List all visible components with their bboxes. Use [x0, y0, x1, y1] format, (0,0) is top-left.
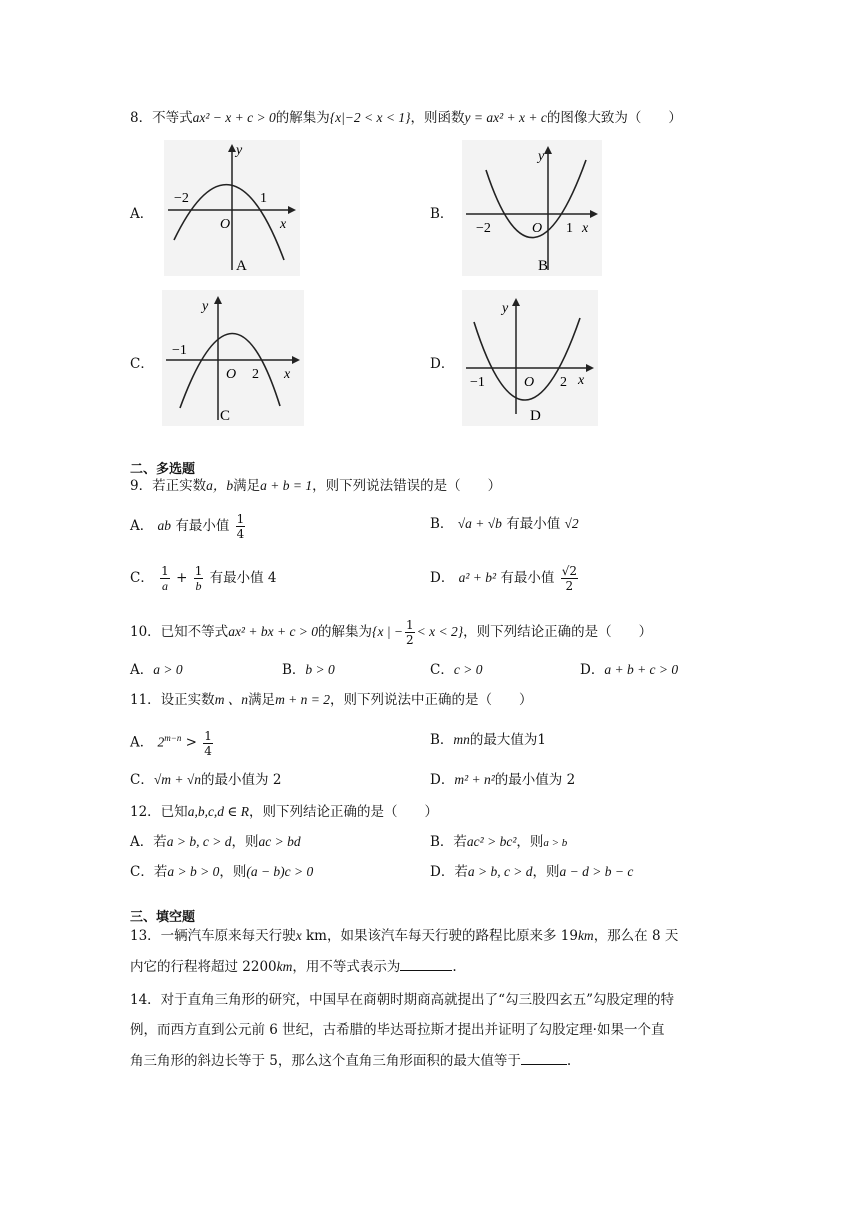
graph-a-x-label: x	[280, 217, 287, 232]
graph-a-y-label: y	[236, 143, 243, 158]
graph-c-tick-pos: 2	[252, 367, 259, 382]
q12-option-b[interactable]: B．若ac² > bc²，则a > b	[430, 834, 568, 850]
q11-option-d[interactable]: D．m² + n²的最小值为 2	[430, 772, 576, 788]
q9-option-b[interactable]: B． √a + √b 有最小值 √2	[430, 516, 579, 532]
q10-stem: 10．已知不等式ax² + bx + c > 0的解集为{x | − $\frac{1}{2}$ < x < 2}，则下列结论正确的是（ ）	[130, 618, 653, 647]
q8-graph-b[interactable]	[462, 140, 602, 276]
graph-a-tick-neg: −2	[174, 191, 189, 206]
q14-line-2: 例，而西方直到公元前 6 世纪，古希腊的毕达哥拉斯才提出并证明了勾股定理·如果一个直	[130, 1022, 665, 1038]
graph-c-origin: O	[226, 367, 237, 382]
graph-b-origin: O	[532, 221, 543, 236]
q10-option-c[interactable]: C．c > 0	[430, 662, 483, 678]
fraction: $\frac{1}{4}$	[204, 728, 212, 758]
answer-blank[interactable]	[521, 1050, 567, 1065]
q10-option-b[interactable]: B．b > 0	[282, 662, 335, 678]
graph-d-y-label: y	[502, 301, 509, 316]
graph-b-caption: B	[538, 258, 549, 274]
q8-option-c-label[interactable]: C．	[130, 356, 154, 372]
q8-option-b-label[interactable]: B．	[430, 206, 454, 222]
fraction: $\frac{√2}{2}$	[561, 564, 577, 593]
fraction: $\frac{1}{b}$	[194, 564, 203, 593]
q10-option-a[interactable]: A．a > 0	[130, 662, 183, 678]
q11-option-c[interactable]: C．√m + √n的最小值为 2	[130, 772, 282, 788]
q11-option-a[interactable]: A． $2^{m-n}$ > $\frac{1}{4}$	[130, 728, 212, 758]
q12-stem: 12．已知a,b,c,d ∈ R，则下列结论正确的是（ ）	[130, 804, 439, 820]
q9-stem: 9．若正实数a，b满足a + b = 1，则下列说法错误的是（ ）	[130, 478, 502, 494]
fraction: $\frac{1}{a}$	[161, 564, 169, 593]
q11-option-b[interactable]: B．mn的最大值为1	[430, 732, 547, 748]
graph-a-caption: A	[236, 258, 247, 274]
q8-graph-a[interactable]	[164, 140, 300, 276]
q8-stem: 8．不等式ax² − x + c > 0的解集为{x|−2 < x < 1}，则函数y = ax² + x + c的图像大致为（ ）	[130, 110, 682, 126]
graph-a-tick-pos: 1	[260, 191, 267, 206]
q9-option-a[interactable]: A． ab 有最小值 $\frac{1}{4}$	[130, 512, 245, 541]
downward-parabola-graph-a	[164, 140, 300, 276]
graph-b-x-label: x	[582, 221, 589, 236]
q14-line-1: 14．对于直角三角形的研究，中国早在商朝时期商高就提出了“勾三股四玄五”勾股定理的特	[130, 992, 674, 1008]
q14-line-3: 角三角形的斜边长等于 5，那么这个直角三角形面积的最大值等于 .	[130, 1050, 571, 1071]
upward-parabola-graph-b	[462, 140, 602, 276]
upward-parabola-graph-d	[462, 290, 598, 426]
q12-option-d[interactable]: D．若a > b, c > d，则a − d > b − c	[430, 864, 634, 880]
q12-option-c[interactable]: C．若a > b > 0，则(a − b)c > 0	[130, 864, 314, 880]
section-heading-multi-choice: 二、多选题	[130, 462, 196, 477]
graph-d-tick-pos: 2	[560, 375, 567, 390]
graph-d-x-label: x	[578, 373, 585, 388]
q13-line-2: 内它的行程将超过 2200km，用不等式表示为 .	[130, 956, 457, 977]
graph-b-y-label: y	[538, 149, 545, 164]
graph-d-tick-neg: −1	[470, 375, 485, 390]
graph-c-y-label: y	[202, 299, 209, 314]
q9-option-c[interactable]: C． $\frac{1}{a}$ + $\frac{1}{b}$ 有最小值 4	[130, 564, 277, 593]
graph-d-caption: D	[530, 408, 541, 424]
fraction: $\frac{1}{4}$	[236, 512, 245, 541]
fraction: $\frac{1}{2}$	[406, 618, 414, 647]
q8-graph-d[interactable]	[462, 290, 598, 426]
graph-a-origin: O	[220, 217, 231, 232]
answer-blank[interactable]	[400, 956, 452, 971]
graph-c-tick-neg: −1	[172, 343, 187, 358]
q8-option-d-label[interactable]: D．	[430, 356, 455, 372]
q11-stem: 11．设正实数m 、n满足m + n = 2，则下列说法中正确的是（ ）	[130, 692, 533, 708]
q13-line-1: 13．一辆汽车原来每天行驶x km，如果该汽车每天行驶的路程比原来多 19km，那么在 8 天	[130, 928, 679, 944]
graph-c-x-label: x	[284, 367, 291, 382]
downward-parabola-graph-c	[162, 290, 304, 426]
q12-option-a[interactable]: A．若a > b, c > d，则ac > bd	[130, 834, 301, 850]
graph-b-tick-pos: 1	[566, 221, 573, 236]
q10-option-d[interactable]: D．a + b + c > 0	[580, 662, 679, 678]
graph-b-tick-neg: −2	[476, 221, 491, 236]
section-heading-fill-in: 三、填空题	[130, 910, 196, 925]
q8-graph-c[interactable]	[162, 290, 304, 426]
graph-d-origin: O	[524, 375, 535, 390]
q9-option-d[interactable]: D． a² + b² 有最小值 $\frac{√2}{2}$	[430, 564, 577, 593]
graph-c-caption: C	[220, 408, 231, 424]
q8-option-a-label[interactable]: A．	[130, 206, 154, 222]
